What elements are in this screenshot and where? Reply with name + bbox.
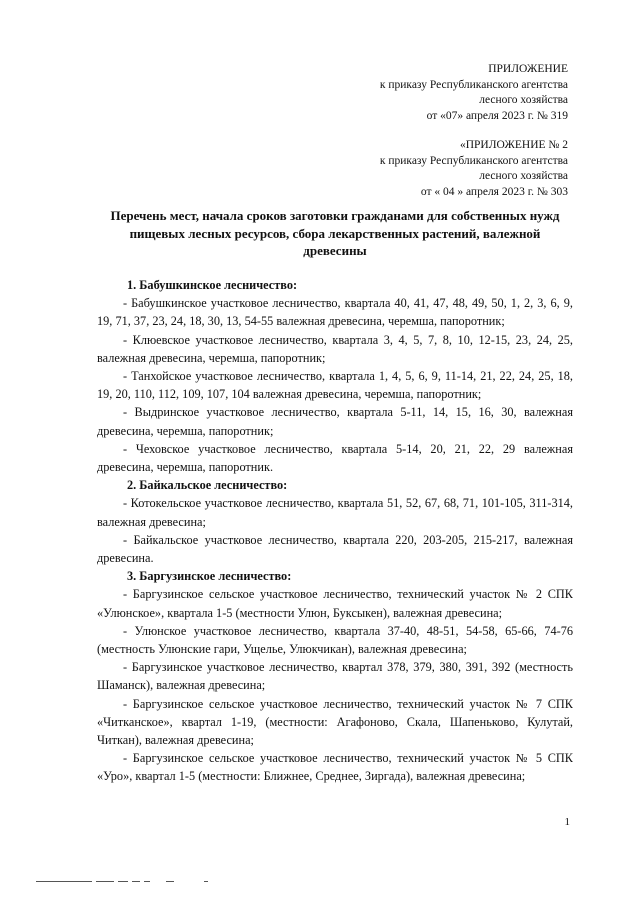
list-item: - Баргузинское сельское участковое лесничество, технический участок № 7 СПК «Читканское», квартал 1-19, (местности: Агафоново, Скала, Шапеньково, Кулутай, Читкан), валежная древесина; xyxy=(97,696,573,748)
document-title: Перечень мест, начала сроков заготовки гражданами для собственных нужд пищевых лесных ресурсов, сбора лекарственных растений, валежной древесины xyxy=(110,208,560,258)
header-line: к приказу Республиканского агентства xyxy=(379,154,568,167)
list-item: - Байкальское участковое лесничество, квартала 220, 203-205, 215-217, валежная древесина. xyxy=(97,532,573,566)
list-item: - Баргузинское сельское участковое лесничество, технический участок № 5 СПК «Уро», квартал 1-5 (местности: Ближнее, Среднее, Зиргада), валежная древесина; xyxy=(97,751,573,784)
list-item: - Танхойское участковое лесничество, квартала 1, 4, 5, 6, 9, 11-14, 21, 22, 24, 25, 18, 19, 20, 110, 112, 109, 107, 104 валежная древесина, черемша, папоротник; xyxy=(97,369,573,402)
appendix-2-header xyxy=(380,138,568,200)
list-item: - Бабушкинское участковое лесничество, квартала 40, 41, 47, 48, 49, 50, 1, 2, 3, 6, 9, 19, 71, 37, 23, 24, 18, 30, 13, 54-55 валежная древесина, черемша, папоротник; xyxy=(97,296,573,329)
header-line: к приказу Республиканского агентства xyxy=(379,78,568,91)
section-heading: 2. Байкальское лесничество: xyxy=(127,478,288,493)
list-item: - Выдринское участковое лесничество, квартала 5-11, 14, 15, 16, 30, валежная древесина, черемша, папоротник; xyxy=(97,405,573,438)
section-heading: 3. Баргузинское лесничество: xyxy=(127,569,292,584)
list-item: - Чеховское участковое лесничество, квартала 5-14, 20, 21, 22, 29 валежная древесина, черемша, папоротник. xyxy=(97,441,573,475)
appendix-header xyxy=(380,62,568,124)
list-item: - Баргузинское сельское участковое лесничество, технический участок № 2 СПК «Улюнское», квартала 1-5 (местности Улюн, Буксыкен), валежная древесина; xyxy=(97,587,573,620)
section-heading: 1. Бабушкинское лесничество: xyxy=(127,278,298,292)
list-item: - Улюнское участковое лесничество, квартала 37-40, 48-51, 54-58, 65-66, 74-76 (местность Улюнские гари, Ущелье, Улюкчикан), валежная древесина; xyxy=(97,623,573,657)
list-item: - Баргузинское участковое лесничество, квартал 378, 379, 380, 391, 392 (местность Шаманск), валежная древесина; xyxy=(97,660,573,693)
header-line: лесного хозяйства xyxy=(479,170,568,182)
header-line: ПРИЛОЖЕНИЕ xyxy=(488,63,568,75)
header-line: от « 04 » апреля 2023 г. № 303 xyxy=(420,185,568,198)
header-line: от «07» апреля 2023 г. № 319 xyxy=(426,109,568,122)
document-body xyxy=(97,276,573,786)
header-line: «ПРИЛОЖЕНИЕ № 2 xyxy=(459,139,568,151)
list-item: - Котокельское участковое лесничество, квартала 51, 52, 67, 68, 71, 101-105, 311-314, валежная древесина; xyxy=(97,496,573,529)
page-number: 1 xyxy=(564,816,570,828)
list-item: - Клюевское участковое лесничество, квартала 3, 4, 5, 7, 8, 10, 12-15, 23, 24, 25, валежная древесина, черемша, папоротник; xyxy=(97,332,573,365)
header-line: лесного хозяйства xyxy=(479,94,568,106)
